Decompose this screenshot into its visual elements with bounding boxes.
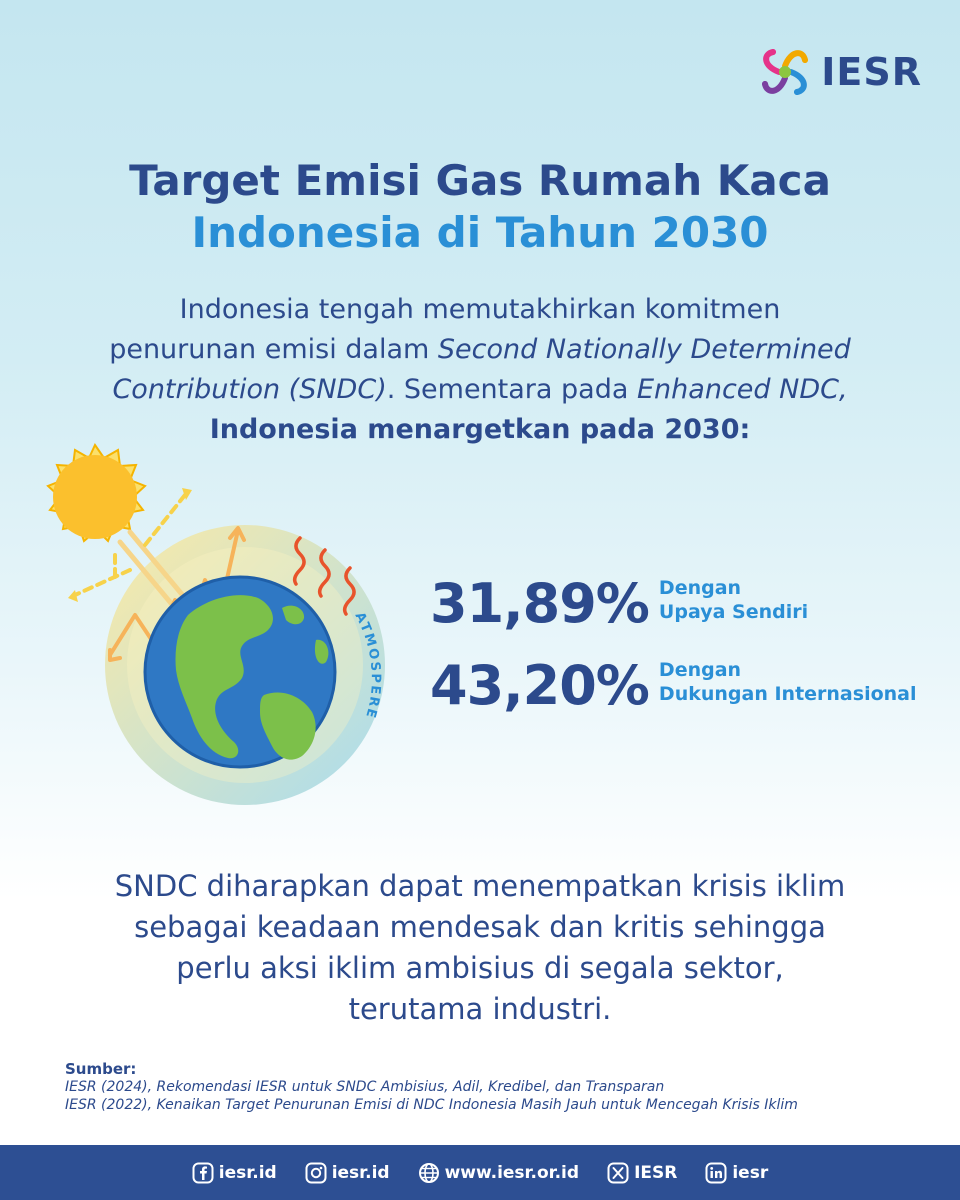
facebook-handle: iesr.id — [218, 1162, 277, 1183]
source-item: IESR (2022), Kenaikan Target Penurunan Emisi di NDC Indonesia Masih Jauh untuk Mencegah Krisis Iklim — [65, 1097, 798, 1113]
intro-italic-text: Contribution (SNDC) — [112, 374, 387, 405]
title-line-2: Indonesia di Tahun 2030 — [191, 208, 769, 257]
instagram-link[interactable] — [305, 1162, 390, 1184]
instagram-icon — [305, 1162, 327, 1184]
target-label-line-1: Dengan — [658, 659, 742, 681]
intro-paragraph — [40, 290, 920, 450]
instagram-handle: iesr.id — [331, 1162, 390, 1183]
logo-text: IESR — [821, 50, 922, 94]
website-link[interactable] — [418, 1162, 579, 1184]
intro-italic-text: Enhanced NDC, — [637, 374, 848, 405]
closing-statement — [40, 866, 920, 1030]
target-row-conditional — [430, 654, 950, 736]
footer-bar — [0, 1145, 960, 1200]
target-label — [659, 658, 917, 706]
intro-text: . Sementara pada — [386, 374, 637, 405]
earth-icon — [145, 577, 335, 767]
title-line-1: Target Emisi Gas Rumah Kaca — [129, 156, 831, 205]
linkedin-icon — [705, 1162, 727, 1184]
sources — [65, 1060, 798, 1114]
sun-icon — [48, 445, 145, 541]
website-url: www.iesr.or.id — [444, 1162, 580, 1183]
linkedin-link[interactable] — [705, 1162, 768, 1184]
closing-line-1: SNDC diharapkan dapat menempatkan krisis iklim — [114, 869, 846, 903]
linkedin-handle: iesr — [732, 1162, 769, 1183]
source-item: IESR (2024), Rekomendasi IESR untuk SNDC Ambisius, Adil, Kredibel, dan Transparan — [65, 1079, 665, 1095]
target-value: 43,20% — [430, 654, 649, 717]
page-title — [0, 155, 960, 259]
target-label-line-2: Upaya Sendiri — [658, 601, 809, 623]
intro-line-1: Indonesia tengah memutakhirkan komitmen — [179, 294, 781, 325]
target-value: 31,89% — [430, 572, 649, 635]
intro-line-3 — [40, 370, 920, 410]
facebook-link[interactable] — [192, 1162, 277, 1184]
closing-line-2: sebagai keadaan mendesak dan kritis sehingga — [134, 910, 826, 944]
intro-text: penurunan emisi dalam — [109, 334, 438, 365]
sources-title: Sumber: — [65, 1060, 137, 1078]
greenhouse-illustration — [20, 440, 400, 830]
target-label-line-2: Dukungan Internasional — [658, 683, 917, 705]
x-icon — [607, 1162, 629, 1184]
targets-panel — [430, 572, 950, 736]
target-label-line-1: Dengan — [658, 577, 742, 599]
iesr-logo — [755, 42, 922, 102]
intro-line-2 — [40, 330, 920, 370]
globe-icon — [418, 1162, 440, 1184]
target-row-unconditional — [430, 572, 950, 654]
closing-line-4: terutama industri. — [348, 992, 612, 1026]
iesr-logo-icon — [755, 42, 815, 102]
x-handle: IESR — [634, 1162, 678, 1183]
intro-bold-text: Indonesia menargetkan pada 2030: — [209, 414, 751, 445]
facebook-icon — [192, 1162, 214, 1184]
closing-line-3: perlu aksi iklim ambisius di segala sektor, — [176, 951, 784, 985]
x-link[interactable] — [607, 1162, 677, 1184]
atmosphere-label: ATMOSPERE — [351, 609, 383, 722]
target-label — [659, 576, 808, 624]
intro-italic-text: Second Nationally Determined — [437, 334, 851, 365]
